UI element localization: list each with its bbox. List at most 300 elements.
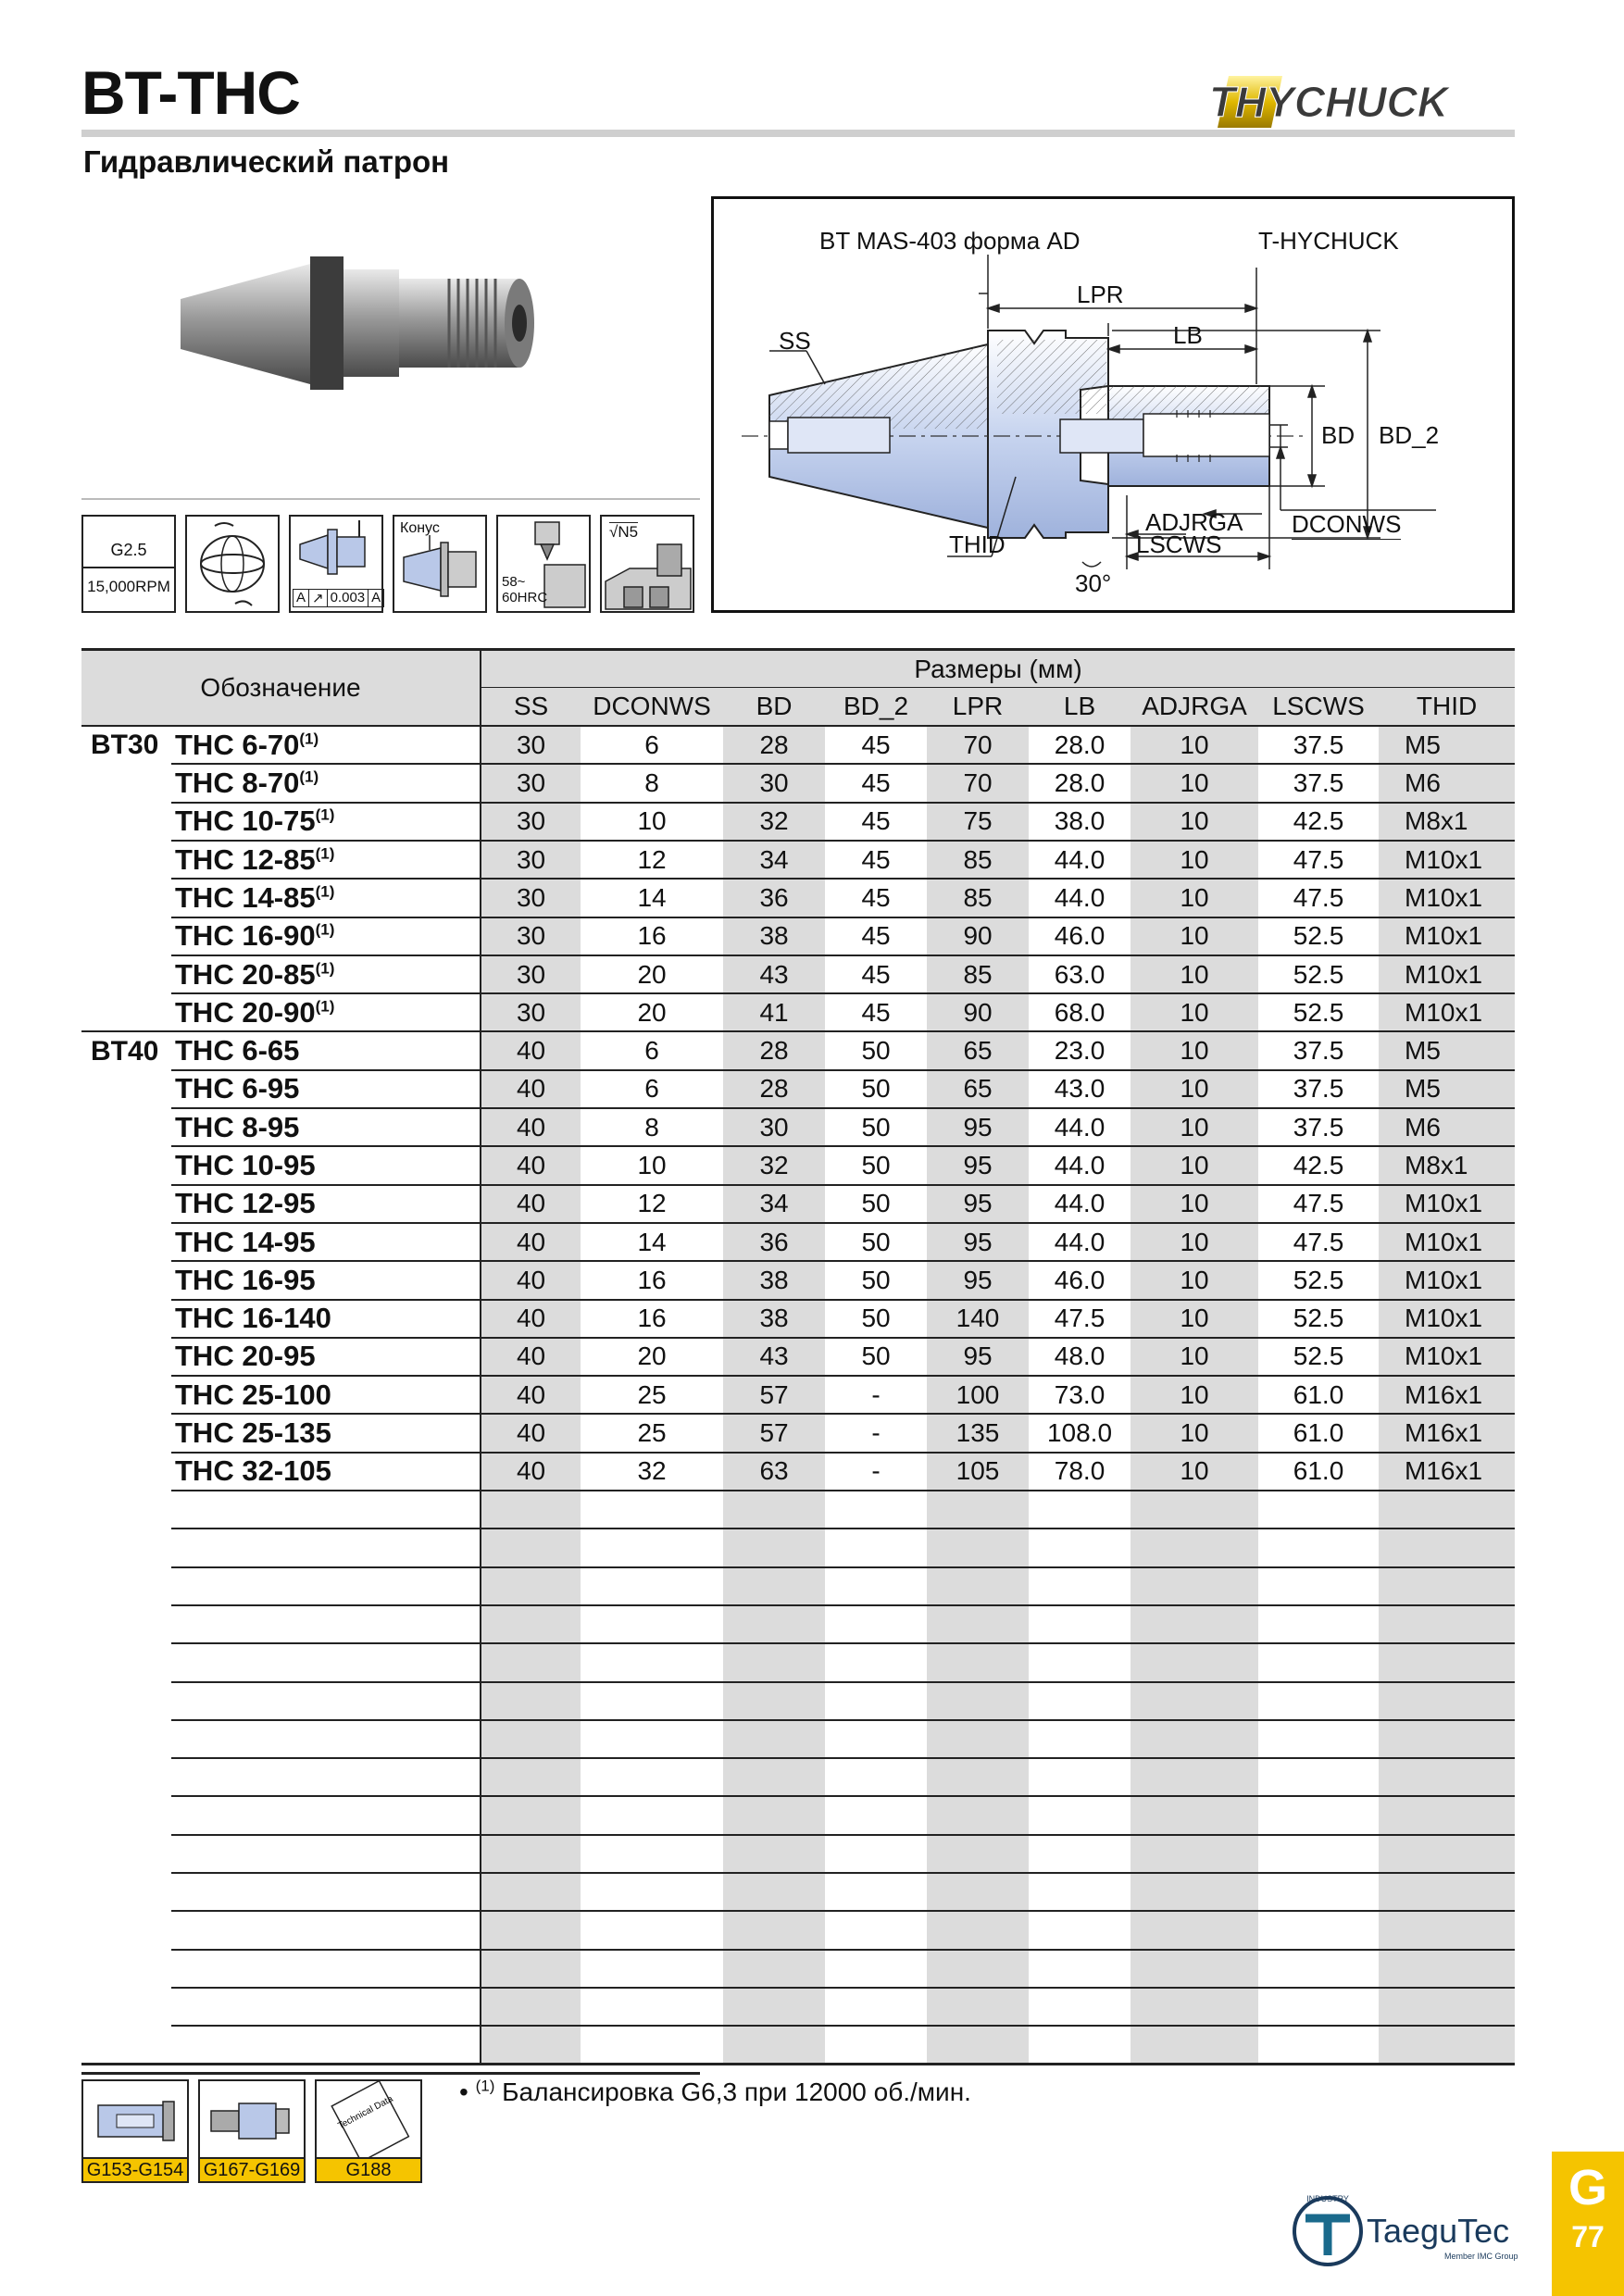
adjrga-label: ADJRGA bbox=[1145, 508, 1243, 536]
value-cell: M8x1 bbox=[1379, 803, 1515, 841]
value-cell: 42.5 bbox=[1258, 803, 1379, 841]
dimension-table bbox=[81, 648, 1515, 2065]
value-cell: 10 bbox=[1131, 955, 1258, 993]
value-cell: 44.0 bbox=[1029, 879, 1131, 917]
designation-cell bbox=[171, 1491, 481, 1529]
table-row bbox=[81, 879, 1515, 917]
value-cell bbox=[481, 1643, 581, 1681]
value-cell: 32 bbox=[723, 803, 825, 841]
value-cell: 10 bbox=[1131, 1185, 1258, 1223]
value-cell bbox=[481, 1720, 581, 1758]
value-cell bbox=[927, 1682, 1029, 1720]
value-cell bbox=[927, 1643, 1029, 1681]
value-cell: M10x1 bbox=[1379, 1338, 1515, 1376]
designation-cell bbox=[171, 1223, 481, 1261]
footnote-ref: (1) bbox=[315, 882, 335, 901]
value-cell: 10 bbox=[1131, 726, 1258, 764]
value-cell bbox=[723, 1567, 825, 1605]
value-cell: 50 bbox=[825, 1108, 927, 1146]
value-cell: 47.5 bbox=[1258, 1223, 1379, 1261]
designation-cell bbox=[171, 1643, 481, 1681]
designation-cell bbox=[171, 917, 481, 955]
taper-label: Конус bbox=[400, 520, 440, 536]
value-cell: 20 bbox=[581, 1338, 723, 1376]
value-cell: 10 bbox=[1131, 879, 1258, 917]
value-cell: 38 bbox=[723, 1261, 825, 1299]
footnote-ref: (1) bbox=[315, 959, 335, 978]
thid-label: THID bbox=[949, 530, 1006, 558]
column-header: BD_2 bbox=[825, 688, 927, 726]
bullet-icon: • bbox=[459, 2078, 468, 2106]
column-header: THID bbox=[1379, 688, 1515, 726]
taegutec-logo bbox=[1287, 2190, 1537, 2274]
table-row bbox=[81, 917, 1515, 955]
value-cell: 34 bbox=[723, 841, 825, 879]
footnote-ref: (1) bbox=[299, 730, 319, 748]
designation-name: THC 14-85 bbox=[175, 880, 316, 914]
max-rpm: 15,000RPM bbox=[87, 578, 170, 595]
value-cell bbox=[723, 1911, 825, 1949]
value-cell: 25 bbox=[581, 1414, 723, 1452]
value-cell: 34 bbox=[723, 1185, 825, 1223]
table-row bbox=[81, 764, 1515, 802]
designation-cell bbox=[171, 764, 481, 802]
value-cell bbox=[1379, 1758, 1515, 1796]
value-cell bbox=[1258, 1720, 1379, 1758]
value-cell bbox=[581, 1873, 723, 1911]
value-cell bbox=[1258, 2026, 1379, 2064]
footnote-ref: (1) bbox=[315, 920, 335, 939]
table-row bbox=[81, 1567, 1515, 1605]
designation-cell bbox=[171, 1300, 481, 1338]
value-cell: 14 bbox=[581, 879, 723, 917]
value-cell bbox=[1379, 1796, 1515, 1834]
value-cell bbox=[927, 2026, 1029, 2064]
value-cell bbox=[723, 1988, 825, 2026]
value-cell: 30 bbox=[481, 879, 581, 917]
value-cell: 10 bbox=[1131, 841, 1258, 879]
section-tab bbox=[1552, 2152, 1624, 2296]
designation-cell bbox=[171, 1414, 481, 1452]
value-cell: 10 bbox=[581, 1146, 723, 1184]
value-cell: 68.0 bbox=[1029, 993, 1131, 1031]
table-row bbox=[81, 1529, 1515, 1566]
runout-datum-label: A bbox=[294, 590, 309, 606]
value-cell bbox=[1131, 1796, 1258, 1834]
value-cell: 52.5 bbox=[1258, 1261, 1379, 1299]
value-cell: 73.0 bbox=[1029, 1376, 1131, 1414]
value-cell: 50 bbox=[825, 1300, 927, 1338]
value-cell: 63.0 bbox=[1029, 955, 1131, 993]
value-cell: 40 bbox=[481, 1300, 581, 1338]
column-header: LPR bbox=[927, 688, 1029, 726]
value-cell bbox=[1029, 2026, 1131, 2064]
value-cell bbox=[1379, 1529, 1515, 1566]
value-cell bbox=[825, 1758, 927, 1796]
machine-group bbox=[81, 803, 171, 841]
value-cell: 95 bbox=[927, 1108, 1029, 1146]
value-cell bbox=[1029, 1682, 1131, 1720]
ss-label: SS bbox=[779, 327, 811, 355]
value-cell bbox=[581, 1950, 723, 1988]
value-cell: 43 bbox=[723, 1338, 825, 1376]
value-cell: - bbox=[825, 1376, 927, 1414]
reference-g188[interactable] bbox=[315, 2079, 422, 2183]
table-row bbox=[81, 841, 1515, 879]
value-cell bbox=[1379, 1643, 1515, 1681]
value-cell: 40 bbox=[481, 1185, 581, 1223]
value-cell bbox=[723, 1605, 825, 1643]
designation-name: THC 12-85 bbox=[175, 842, 316, 876]
table-row bbox=[81, 1720, 1515, 1758]
value-cell: 30 bbox=[481, 841, 581, 879]
value-cell: 52.5 bbox=[1258, 1338, 1379, 1376]
value-cell: 50 bbox=[825, 1223, 927, 1261]
value-cell bbox=[1029, 1796, 1131, 1834]
footnote-ref: (1) bbox=[315, 806, 335, 824]
value-cell bbox=[723, 1529, 825, 1566]
value-cell: 61.0 bbox=[1258, 1376, 1379, 1414]
value-cell bbox=[825, 2026, 927, 2064]
value-cell: M16x1 bbox=[1379, 1376, 1515, 1414]
value-cell bbox=[481, 1950, 581, 1988]
machine-group bbox=[81, 841, 171, 879]
value-cell bbox=[927, 1796, 1029, 1834]
designation-name: THC 14-95 bbox=[175, 1225, 316, 1258]
value-cell: 16 bbox=[581, 917, 723, 955]
value-cell bbox=[1258, 1835, 1379, 1873]
value-cell bbox=[1029, 1567, 1131, 1605]
designation-cell bbox=[171, 1758, 481, 1796]
value-cell bbox=[581, 1682, 723, 1720]
reference-label: G188 bbox=[317, 2157, 420, 2181]
designation-cell bbox=[171, 1873, 481, 1911]
table-row bbox=[81, 1338, 1515, 1376]
standard-label: BT MAS-403 форма AD bbox=[819, 227, 1081, 255]
value-cell bbox=[1379, 1835, 1515, 1873]
value-cell bbox=[1029, 1643, 1131, 1681]
value-cell: 57 bbox=[723, 1376, 825, 1414]
value-cell: 37.5 bbox=[1258, 726, 1379, 764]
value-cell: 6 bbox=[581, 726, 723, 764]
table-row bbox=[81, 1146, 1515, 1184]
value-cell bbox=[1131, 1643, 1258, 1681]
table-row bbox=[81, 1300, 1515, 1338]
runout-value: 0.003 bbox=[328, 590, 369, 606]
value-cell: 40 bbox=[481, 1414, 581, 1452]
table-row bbox=[81, 1376, 1515, 1414]
reference-g153[interactable] bbox=[81, 2079, 189, 2183]
value-cell bbox=[1029, 1950, 1131, 1988]
designation-cell bbox=[171, 1453, 481, 1491]
machine-group bbox=[81, 1108, 171, 1146]
column-header: DCONWS bbox=[581, 688, 723, 726]
value-cell bbox=[481, 1567, 581, 1605]
value-cell: M5 bbox=[1379, 726, 1515, 764]
value-cell: 8 bbox=[581, 764, 723, 802]
value-cell: 20 bbox=[581, 955, 723, 993]
value-cell: M10x1 bbox=[1379, 841, 1515, 879]
chuck-name-label: T-HYCHUCK bbox=[1258, 227, 1399, 255]
company-tagline: Member IMC Group bbox=[1444, 2252, 1518, 2261]
designation-name: THC 32-105 bbox=[175, 1454, 331, 1488]
value-cell: 10 bbox=[1131, 803, 1258, 841]
value-cell bbox=[1258, 1529, 1379, 1566]
value-cell: 38 bbox=[723, 917, 825, 955]
value-cell: 23.0 bbox=[1029, 1031, 1131, 1069]
value-cell: 44.0 bbox=[1029, 1146, 1131, 1184]
value-cell: 32 bbox=[723, 1146, 825, 1184]
value-cell: 44.0 bbox=[1029, 841, 1131, 879]
value-cell: 30 bbox=[723, 1108, 825, 1146]
value-cell: 30 bbox=[481, 993, 581, 1031]
table-row bbox=[81, 1070, 1515, 1108]
value-cell bbox=[927, 1529, 1029, 1566]
value-cell bbox=[723, 1796, 825, 1834]
designation-name: THC 20-90 bbox=[175, 995, 316, 1029]
value-cell: 47.5 bbox=[1029, 1300, 1131, 1338]
machine-group bbox=[81, 1529, 171, 1566]
value-cell bbox=[927, 1758, 1029, 1796]
value-cell bbox=[1029, 1911, 1131, 1949]
value-cell: 45 bbox=[825, 955, 927, 993]
value-cell: 85 bbox=[927, 841, 1029, 879]
lb-label: LB bbox=[1173, 321, 1203, 349]
machine-group bbox=[81, 1567, 171, 1605]
value-cell: M6 bbox=[1379, 1108, 1515, 1146]
value-cell: 40 bbox=[481, 1031, 581, 1069]
designation-cell bbox=[171, 1146, 481, 1184]
value-cell: 10 bbox=[1131, 1376, 1258, 1414]
table-row bbox=[81, 1223, 1515, 1261]
value-cell bbox=[1258, 1796, 1379, 1834]
value-cell bbox=[825, 1567, 927, 1605]
value-cell bbox=[1029, 1758, 1131, 1796]
value-cell: 44.0 bbox=[1029, 1185, 1131, 1223]
value-cell bbox=[1029, 1835, 1131, 1873]
value-cell: 52.5 bbox=[1258, 917, 1379, 955]
value-cell: 30 bbox=[481, 764, 581, 802]
value-cell bbox=[1258, 1491, 1379, 1529]
machine-group bbox=[81, 1491, 171, 1529]
designation-cell bbox=[171, 1835, 481, 1873]
value-cell: 95 bbox=[927, 1261, 1029, 1299]
value-cell: 65 bbox=[927, 1031, 1029, 1069]
designation-cell bbox=[171, 1185, 481, 1223]
value-cell bbox=[581, 1758, 723, 1796]
machine-group bbox=[81, 1758, 171, 1796]
value-cell bbox=[927, 1835, 1029, 1873]
technical-drawing bbox=[711, 196, 1515, 613]
designation-cell bbox=[171, 1108, 481, 1146]
photo-divider bbox=[81, 498, 700, 500]
value-cell: M5 bbox=[1379, 1031, 1515, 1069]
value-cell: 12 bbox=[581, 1185, 723, 1223]
value-cell: 46.0 bbox=[1029, 917, 1131, 955]
machine-group bbox=[81, 1720, 171, 1758]
table-row bbox=[81, 1491, 1515, 1529]
value-cell bbox=[481, 1529, 581, 1566]
value-cell bbox=[927, 1950, 1029, 1988]
value-cell bbox=[825, 1873, 927, 1911]
value-cell: M10x1 bbox=[1379, 1223, 1515, 1261]
value-cell: 108.0 bbox=[1029, 1414, 1131, 1452]
value-cell: 65 bbox=[927, 1070, 1029, 1108]
footnote bbox=[459, 2078, 971, 2107]
value-cell bbox=[1258, 1988, 1379, 2026]
value-cell bbox=[927, 1605, 1029, 1643]
value-cell bbox=[723, 1835, 825, 1873]
designation-cell bbox=[171, 841, 481, 879]
lscws-label: LSCWS bbox=[1136, 530, 1222, 558]
value-cell bbox=[825, 1682, 927, 1720]
designation-cell bbox=[171, 726, 481, 764]
logo-badge-text: INDUSTRY bbox=[1306, 2194, 1349, 2203]
value-cell: 16 bbox=[581, 1261, 723, 1299]
value-cell: 40 bbox=[481, 1338, 581, 1376]
value-cell: 16 bbox=[581, 1300, 723, 1338]
table-row bbox=[81, 1911, 1515, 1949]
value-cell: 30 bbox=[723, 764, 825, 802]
reference-divider bbox=[81, 2072, 700, 2075]
value-cell bbox=[1379, 1567, 1515, 1605]
value-cell bbox=[481, 1682, 581, 1720]
designation-header: Обозначение bbox=[81, 650, 481, 727]
value-cell: 90 bbox=[927, 993, 1029, 1031]
value-cell: 38.0 bbox=[1029, 803, 1131, 841]
designation-cell bbox=[171, 1529, 481, 1566]
value-cell: 140 bbox=[927, 1300, 1029, 1338]
value-cell bbox=[581, 1911, 723, 1949]
value-cell: 48.0 bbox=[1029, 1338, 1131, 1376]
value-cell: 70 bbox=[927, 764, 1029, 802]
value-cell bbox=[581, 1796, 723, 1834]
value-cell bbox=[723, 1758, 825, 1796]
value-cell: 44.0 bbox=[1029, 1223, 1131, 1261]
machine-group bbox=[81, 1414, 171, 1452]
page-title: BT-THC bbox=[81, 58, 300, 127]
value-cell bbox=[1029, 1529, 1131, 1566]
value-cell: 10 bbox=[1131, 1261, 1258, 1299]
value-cell bbox=[1029, 1873, 1131, 1911]
value-cell bbox=[581, 1988, 723, 2026]
column-header: LB bbox=[1029, 688, 1131, 726]
table-row bbox=[81, 1988, 1515, 2026]
balance-grade: G2.5 bbox=[110, 541, 147, 559]
value-cell: 40 bbox=[481, 1070, 581, 1108]
designation-cell bbox=[171, 1567, 481, 1605]
value-cell bbox=[1131, 1950, 1258, 1988]
value-cell bbox=[1131, 1911, 1258, 1949]
machine-group bbox=[81, 1682, 171, 1720]
value-cell: 10 bbox=[1131, 1453, 1258, 1491]
value-cell bbox=[1379, 1682, 1515, 1720]
value-cell: 47.5 bbox=[1258, 879, 1379, 917]
value-cell: 52.5 bbox=[1258, 1300, 1379, 1338]
table-row bbox=[81, 2026, 1515, 2064]
value-cell bbox=[723, 1491, 825, 1529]
designation-cell bbox=[171, 879, 481, 917]
designation-cell bbox=[171, 955, 481, 993]
value-cell bbox=[481, 1911, 581, 1949]
footnote-text: Балансировка G6,3 при 12000 об./мин. bbox=[502, 2078, 971, 2106]
value-cell: 32 bbox=[581, 1453, 723, 1491]
value-cell: - bbox=[825, 1453, 927, 1491]
value-cell: 10 bbox=[1131, 1108, 1258, 1146]
table-row bbox=[81, 1758, 1515, 1796]
footnote-ref: (1) bbox=[299, 767, 319, 786]
value-cell bbox=[1258, 1873, 1379, 1911]
table-row bbox=[81, 1108, 1515, 1146]
value-cell bbox=[927, 1491, 1029, 1529]
value-cell: 10 bbox=[1131, 1414, 1258, 1452]
value-cell bbox=[1258, 1605, 1379, 1643]
value-cell bbox=[825, 1796, 927, 1834]
value-cell: 45 bbox=[825, 841, 927, 879]
designation-name: THC 16-95 bbox=[175, 1263, 316, 1296]
value-cell: 36 bbox=[723, 879, 825, 917]
machine-group bbox=[81, 1376, 171, 1414]
designation-name: THC 8-95 bbox=[175, 1110, 300, 1143]
value-cell: 40 bbox=[481, 1108, 581, 1146]
table-row bbox=[81, 726, 1515, 764]
table-row bbox=[81, 1185, 1515, 1223]
value-cell bbox=[581, 1567, 723, 1605]
value-cell: 10 bbox=[1131, 1146, 1258, 1184]
machine-group bbox=[81, 917, 171, 955]
value-cell: M10x1 bbox=[1379, 879, 1515, 917]
value-cell bbox=[581, 1491, 723, 1529]
value-cell: 45 bbox=[825, 726, 927, 764]
designation-name: THC 8-70 bbox=[175, 767, 300, 800]
value-cell bbox=[581, 1529, 723, 1566]
value-cell bbox=[1131, 1529, 1258, 1566]
footnote-ref: (1) bbox=[315, 844, 335, 863]
designation-cell bbox=[171, 2026, 481, 2064]
value-cell bbox=[825, 1988, 927, 2026]
machine-group: BT30 bbox=[91, 730, 159, 761]
value-cell: 95 bbox=[927, 1338, 1029, 1376]
value-cell: M8x1 bbox=[1379, 1146, 1515, 1184]
value-cell: 28.0 bbox=[1029, 726, 1131, 764]
value-cell bbox=[481, 2026, 581, 2064]
balance-icon bbox=[81, 515, 176, 613]
reference-g167[interactable] bbox=[198, 2079, 306, 2183]
designation-name: THC 16-90 bbox=[175, 919, 316, 953]
dimensions-header: Размеры (мм) bbox=[481, 650, 1515, 688]
machine-group bbox=[81, 1643, 171, 1681]
value-cell: 12 bbox=[581, 841, 723, 879]
value-cell: 20 bbox=[581, 993, 723, 1031]
value-cell bbox=[1258, 1682, 1379, 1720]
value-cell bbox=[1379, 1950, 1515, 1988]
hardness-icon bbox=[496, 515, 591, 613]
value-cell: M5 bbox=[1379, 1070, 1515, 1108]
designation-cell bbox=[171, 1070, 481, 1108]
value-cell: 61.0 bbox=[1258, 1414, 1379, 1452]
value-cell bbox=[723, 1950, 825, 1988]
value-cell: 37.5 bbox=[1258, 764, 1379, 802]
value-cell bbox=[723, 2026, 825, 2064]
value-cell: 95 bbox=[927, 1146, 1029, 1184]
value-cell: 28 bbox=[723, 1070, 825, 1108]
value-cell: 52.5 bbox=[1258, 993, 1379, 1031]
designation-name: THC 12-95 bbox=[175, 1187, 316, 1220]
column-header: SS bbox=[481, 688, 581, 726]
value-cell: 10 bbox=[581, 803, 723, 841]
value-cell bbox=[1131, 1491, 1258, 1529]
value-cell: 70 bbox=[927, 726, 1029, 764]
